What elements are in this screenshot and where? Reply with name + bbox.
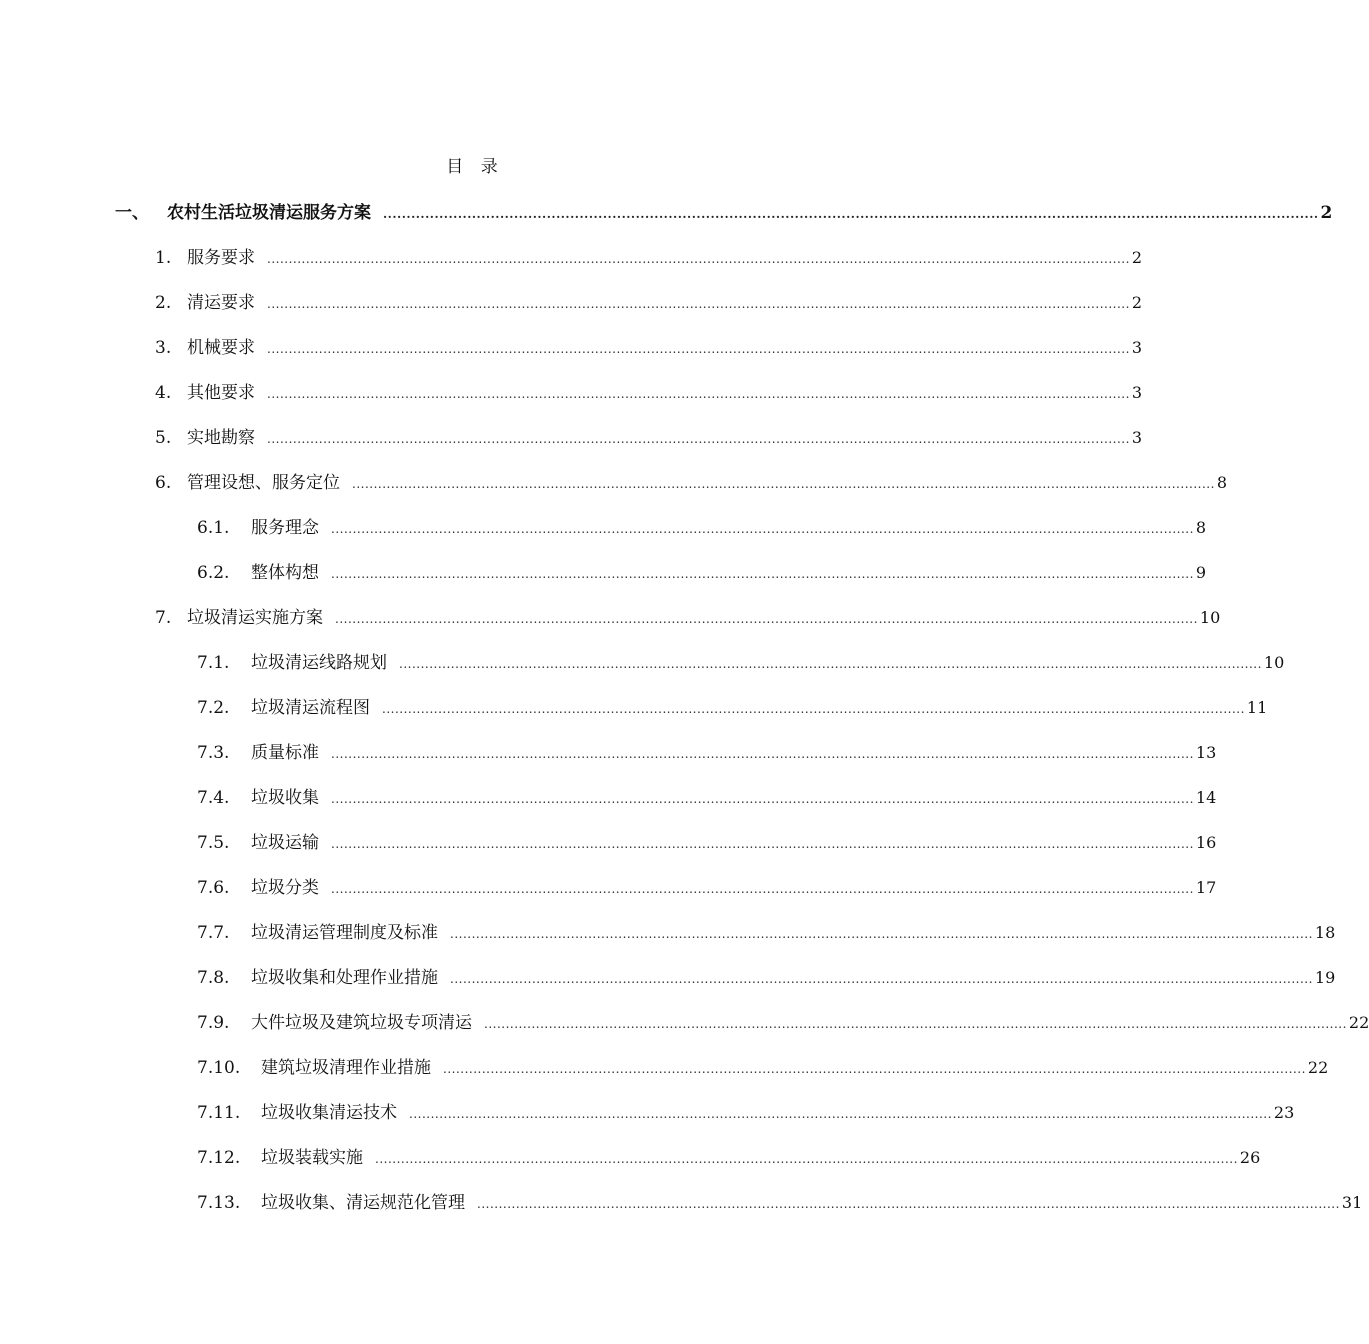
toc-entry-number: 7.9. <box>197 1013 230 1033</box>
toc-entry-number: 1. <box>155 248 172 268</box>
toc-dot-leader: ........................................................................................................................................................................................................ <box>450 972 1313 986</box>
toc-entry-label: 质量标准 <box>251 743 319 763</box>
toc-entry[interactable] <box>197 648 1285 674</box>
toc-dot-leader: ........................................................................................................................................................................................................ <box>331 837 1194 851</box>
toc-dot-leader: ........................................................................................................................................................................................................ <box>267 252 1130 266</box>
toc-dot-leader: ........................................................................................................................................................................................................ <box>382 702 1245 716</box>
toc-entry-label: 垃圾清运线路规划 <box>251 653 387 673</box>
toc-entry[interactable] <box>155 423 1143 449</box>
toc-entry-label: 清运要求 <box>187 293 255 313</box>
toc-entry-number: 7.4. <box>197 788 230 808</box>
toc-entry-page: 3 <box>1131 428 1143 447</box>
toc-dot-leader: ........................................................................................................................................................................................................ <box>375 1152 1238 1166</box>
toc-entry-page: 19 <box>1314 968 1336 987</box>
toc-entry[interactable] <box>155 243 1143 269</box>
toc-entry-page: 10 <box>1263 653 1285 672</box>
toc-entry-number: 7.5. <box>197 833 230 853</box>
toc-entry-label: 服务理念 <box>251 518 319 538</box>
toc-entry-number: 一、 <box>115 203 149 223</box>
toc-dot-leader: ........................................................................................................................................................................................................ <box>267 387 1130 401</box>
toc-dot-leader: ........................................................................................................................................................................................................ <box>331 567 1194 581</box>
toc-entry-page: 17 <box>1195 878 1217 897</box>
toc-entry[interactable] <box>155 333 1143 359</box>
toc-entry-page: 2 <box>1131 248 1143 267</box>
toc-entry-number: 7.2. <box>197 698 230 718</box>
toc-entry-number: 7.10. <box>197 1058 241 1078</box>
toc-entry-number: 2. <box>155 293 172 313</box>
toc-entry-label: 垃圾收集 <box>251 788 319 808</box>
toc-entry-label: 机械要求 <box>187 338 255 358</box>
toc-entry-label: 服务要求 <box>187 248 255 268</box>
toc-entry-number: 6.2. <box>197 563 230 583</box>
toc-entry-page: 11 <box>1246 698 1268 717</box>
toc-entry-page: 8 <box>1216 473 1228 492</box>
toc-dot-leader: ........................................................................................................................................................................................................ <box>484 1017 1347 1031</box>
toc-entry-label: 管理设想、服务定位 <box>187 473 340 493</box>
toc-entry-page: 8 <box>1195 518 1207 537</box>
toc-entry-page: 2 <box>1320 203 1333 223</box>
toc-entry-number: 6.1. <box>197 518 230 538</box>
toc-entry-label: 垃圾装载实施 <box>261 1148 363 1168</box>
toc-entry-label: 垃圾清运实施方案 <box>187 608 323 628</box>
toc-entry-label: 垃圾收集和处理作业措施 <box>251 968 438 988</box>
toc-entry-page: 3 <box>1131 383 1143 402</box>
toc-entry[interactable] <box>197 783 1217 809</box>
toc-entry[interactable] <box>197 963 1336 989</box>
toc-entry-number: 7.13. <box>197 1193 241 1213</box>
toc-entry-number: 7.11. <box>197 1103 241 1123</box>
toc-entry-label: 建筑垃圾清理作业措施 <box>261 1058 431 1078</box>
toc-dot-leader: ........................................................................................................................................................................................................ <box>383 207 1319 221</box>
toc-entry-page: 16 <box>1195 833 1217 852</box>
toc-dot-leader: ........................................................................................................................................................................................................ <box>331 522 1194 536</box>
toc-dot-leader: ........................................................................................................................................................................................................ <box>450 927 1313 941</box>
toc-entry-label: 垃圾收集、清运规范化管理 <box>261 1193 465 1213</box>
toc-dot-leader: ........................................................................................................................................................................................................ <box>331 792 1194 806</box>
toc-entry-number: 7.8. <box>197 968 230 988</box>
toc-entry-number: 5. <box>155 428 172 448</box>
toc-entry[interactable] <box>155 468 1228 494</box>
toc-entry-number: 7.3. <box>197 743 230 763</box>
page-title: 目 录 <box>446 157 504 177</box>
toc-entry-number: 3. <box>155 338 172 358</box>
toc-entry-label: 大件垃圾及建筑垃圾专项清运 <box>251 1013 472 1033</box>
toc-dot-leader: ........................................................................................................................................................................................................ <box>409 1107 1272 1121</box>
toc-entry[interactable] <box>197 738 1217 764</box>
toc-entry[interactable] <box>155 288 1143 314</box>
toc-entry-label: 实地勘察 <box>187 428 255 448</box>
toc-dot-leader: ........................................................................................................................................................................................................ <box>267 342 1130 356</box>
toc-entry-label: 垃圾收集清运技术 <box>261 1103 397 1123</box>
toc-entry-label: 垃圾清运流程图 <box>251 698 370 718</box>
toc-entry-number: 7.7. <box>197 923 230 943</box>
toc-entry-number: 7. <box>155 608 172 628</box>
toc-entry-page: 26 <box>1239 1148 1261 1167</box>
toc-entry[interactable] <box>197 918 1336 944</box>
toc-dot-leader: ........................................................................................................................................................................................................ <box>477 1197 1340 1211</box>
toc-entry-label: 垃圾运输 <box>251 833 319 853</box>
toc-dot-leader: ........................................................................................................................................................................................................ <box>331 747 1194 761</box>
toc-entry-number: 7.6. <box>197 878 230 898</box>
toc-dot-leader: ........................................................................................................................................................................................................ <box>331 882 1194 896</box>
toc-entry[interactable] <box>197 1098 1295 1124</box>
toc-entry-page: 3 <box>1131 338 1143 357</box>
toc-dot-leader: ........................................................................................................................................................................................................ <box>267 297 1130 311</box>
toc-entry[interactable] <box>197 513 1207 539</box>
toc-entry[interactable] <box>197 1143 1261 1169</box>
toc-entry[interactable] <box>197 1008 1369 1034</box>
toc-entry[interactable] <box>197 558 1207 584</box>
toc-entry-label: 其他要求 <box>187 383 255 403</box>
toc-entry[interactable] <box>197 693 1268 719</box>
toc-entry-number: 7.12. <box>197 1148 241 1168</box>
toc-entry-page: 14 <box>1195 788 1217 807</box>
toc-entry-page: 23 <box>1273 1103 1295 1122</box>
toc-entry[interactable] <box>155 378 1143 404</box>
toc-entry-label: 垃圾分类 <box>251 878 319 898</box>
toc-entry-label: 垃圾清运管理制度及标准 <box>251 923 438 943</box>
toc-entry[interactable] <box>197 873 1217 899</box>
toc-entry-label: 整体构想 <box>251 563 319 583</box>
toc-entry-number: 7.1. <box>197 653 230 673</box>
toc-entry-page: 10 <box>1199 608 1221 627</box>
toc-entry[interactable] <box>197 1053 1329 1079</box>
toc-entry[interactable] <box>197 1188 1363 1214</box>
toc-dot-leader: ........................................................................................................................................................................................................ <box>352 477 1215 491</box>
toc-dot-leader: ........................................................................................................................................................................................................ <box>399 657 1262 671</box>
toc-entry[interactable] <box>115 198 1333 224</box>
toc-dot-leader: ........................................................................................................................................................................................................ <box>443 1062 1306 1076</box>
toc-entry[interactable] <box>197 828 1217 854</box>
toc-dot-leader: ........................................................................................................................................................................................................ <box>335 612 1198 626</box>
toc-entry-number: 6. <box>155 473 172 493</box>
toc-entry-page: 22 <box>1307 1058 1329 1077</box>
toc-dot-leader: ........................................................................................................................................................................................................ <box>267 432 1130 446</box>
toc-entry-page: 22 <box>1348 1013 1369 1032</box>
toc-entry-number: 4. <box>155 383 172 403</box>
toc-entry[interactable] <box>155 603 1221 629</box>
toc-entry-label: 农村生活垃圾清运服务方案 <box>167 203 371 223</box>
toc-entry-page: 2 <box>1131 293 1143 312</box>
toc-entry-page: 18 <box>1314 923 1336 942</box>
toc-entry-page: 13 <box>1195 743 1217 762</box>
toc-entry-page: 31 <box>1341 1193 1363 1212</box>
toc-entry-page: 9 <box>1195 563 1207 582</box>
